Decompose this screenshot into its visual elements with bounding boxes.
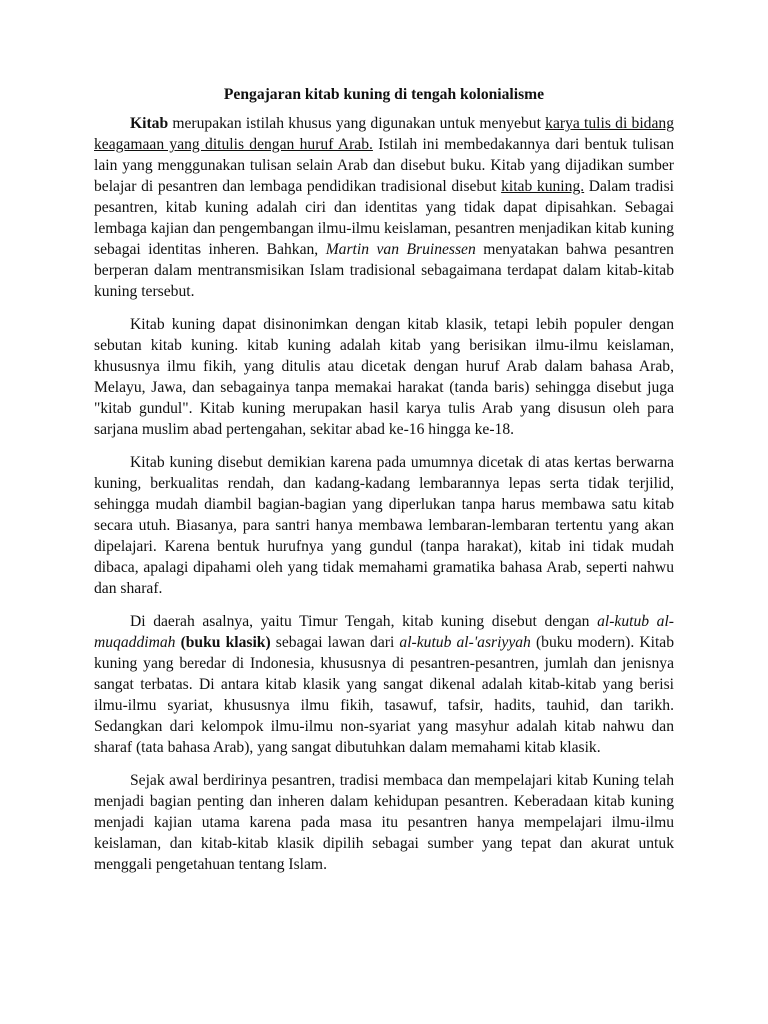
p4-text-c: (buku modern). Kitab kuning yang beredar di Indonesia, khususnya di pesantren-pesantren, jumlah dan jenisnya sangat terbatas. Di antara kitab klasik yang sangat dikenal adalah kitab-kitab yang berisi ilmu-ilmu syariat, khususnya ilmu fikih, tasawuf, tafsir, hadits, tauhid, dan tarikh. Sedangkan dari kelompok ilmu-ilmu non-syariat yang masyhur adalah kitab nahwu dan sharaf (tata bahasa Arab), yang sangat dibutuhkan dalam memahami kitab klasik. [94, 634, 674, 756]
p1-text-d: menyatakan bahwa pesantren berperan dalam mentransmisikan Islam tradisional sebagaimana terdapat dalam kitab-kitab kuning tersebut. [94, 241, 674, 300]
paragraph-5: Sejak awal berdirinya pesantren, tradisi membaca dan mempelajari kitab Kuning telah menjadi bagian penting dan inheren dalam kehidupan pesantren. Keberadaan kitab kuning menjadi kajian utama karena pada masa itu pesantren hanya mempelajari ilmu-ilmu keislaman, dan kitab-kitab klasik dipilih sebagai sumber yang tepat dan akurat untuk menggali pengetahuan tentang Islam. [94, 772, 674, 873]
p1-text-c: Dalam tradisi pesantren, kitab kuning adalah ciri dan identitas yang tidak dapat dipisahkan. Sebagai lembaga kajian dan pengembangan ilmu-ilmu keislaman, pesantren menjadikan kitab kuning sebagai identitas inheren. Bahkan, [94, 178, 675, 258]
term-al-kutub-al-asriyyah: al-kutub al-'asriyyah [399, 634, 531, 651]
underlined-definition: karya tulis di bidang keagamaan yang ditulis dengan huruf Arab. [94, 115, 674, 153]
term-al-kutub-al-muqaddimah: al-kutub al-muqaddimah [94, 613, 674, 651]
underlined-term-kitab-kuning: kitab kuning. [501, 178, 585, 195]
paragraph-1 [94, 113, 674, 302]
paragraph-2: Kitab kuning dapat disinonimkan dengan kitab klasik, tetapi lebih populer dengan sebutan kitab kuning. kitab kuning adalah kitab yang berisikan ilmu-ilmu keislaman, khususnya ilmu fikih, yang ditulis atau dicetak dengan huruf Arab dalam bahasa Arab, Melayu, Jawa, dan sebagainya tanpa memakai harakat (tanda baris) sehingga disebut juga "kitab gundul". Kitab kuning merupakan hasil karya tulis Arab yang disusun oleh para sarjana muslim abad pertengahan, sekitar abad ke-16 hingga ke-18. [94, 316, 674, 438]
paragraph-4 [94, 611, 674, 758]
author-name: Martin van Bruinessen [325, 241, 476, 258]
p4-text-a: Di daerah asalnya, yaitu Timur Tengah, kitab kuning disebut dengan [130, 613, 598, 630]
document-title: Pengajaran kitab kuning di tengah kolonialisme [223, 86, 545, 103]
term-buku-klasik: (buku klasik) [175, 634, 271, 651]
paragraph-3: Kitab kuning disebut demikian karena pada umumnya dicetak di atas kertas berwarna kuning, berkualitas rendah, dan kadang-kadang lembarannya lepas serta tidak terjilid, sehingga mudah diambil bagian-bagian yang diperlukan tanpa harus membawa satu kitab secara utuh. Biasanya, para santri hanya membawa lembaran-lembaran tertentu yang akan dipelajari. Karena bentuk hurufnya yang gundul (tanpa harakat), kitab ini tidak mudah dibaca, apalagi dipahami oleh yang tidak memahami gramatika bahasa Arab, seperti nahwu dan sharaf. [94, 454, 674, 597]
p4-text-b: sebagai lawan dari [270, 634, 400, 651]
p1-text-a: merupakan istilah khusus yang digunakan untuk menyebut [168, 115, 546, 132]
p1-text-b: Istilah ini membedakannya dari bentuk tulisan lain yang menggunakan tulisan selain Arab dan disebut buku. Kitab yang dijadikan sumber belajar di pesantren dan lembaga pendidikan tradisional disebut [94, 136, 674, 195]
term-kitab: Kitab [130, 115, 169, 132]
